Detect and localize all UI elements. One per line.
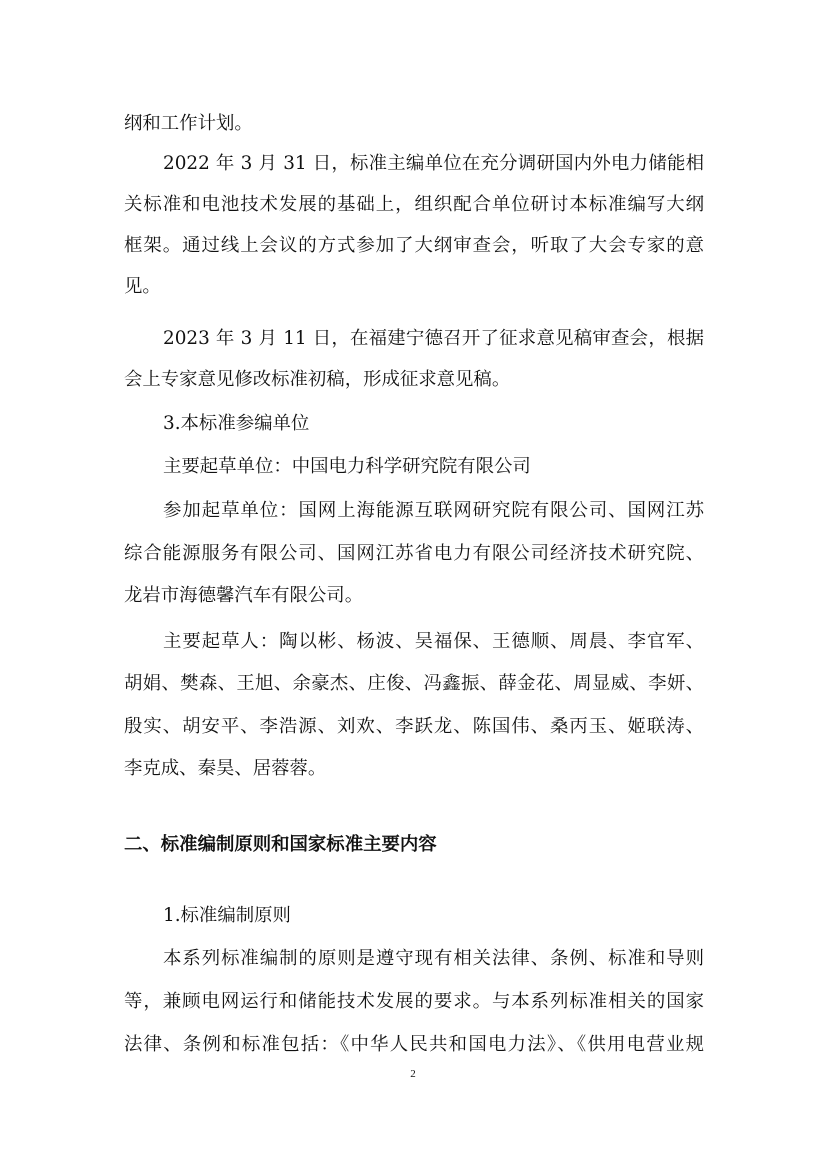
- section-heading: 二、标准编制原则和国家标准主要内容: [124, 834, 437, 855]
- paragraph-line: 框架。通过线上会议的方式参加了大纲审查会，听取了大会专家的意: [124, 235, 704, 256]
- paragraph-line: 龙岩市海德馨汽车有限公司。: [124, 585, 364, 606]
- paragraph-line: 见。: [124, 276, 161, 297]
- paragraph-line: 本系列标准编制的原则是遵守现有相关法律、条例、标准和导则: [163, 948, 704, 969]
- subsection-title: 1.标准编制原则: [163, 905, 291, 926]
- paragraph-line: 胡娟、樊森、王旭、余豪杰、庄俊、冯鑫振、薛金花、周显威、李妍、: [124, 673, 704, 694]
- paragraph-line: 纲和工作计划。: [124, 113, 253, 134]
- paragraph-line: 参加起草单位：国网上海能源互联网研究院有限公司、国网江苏: [163, 500, 704, 521]
- paragraph-line: 主要起草人：陶以彬、杨波、吴福保、王德顺、周晨、李官军、: [163, 631, 704, 652]
- paragraph-line: 殷实、胡安平、李浩源、刘欢、李跃龙、陈国伟、桑丙玉、姬联涛、: [124, 716, 704, 737]
- paragraph-line: 关标准和电池技术发展的基础上，组织配合单位研讨本标准编写大纲: [124, 194, 704, 215]
- paragraph-line: 法律、条例和标准包括：《中华人民共和国电力法》、《供用电营业规: [124, 1034, 704, 1055]
- paragraph-line: 主要起草单位：中国电力科学研究院有限公司: [163, 456, 531, 477]
- paragraph-line: 2023 年 3 月 11 日，在福建宁德召开了征求意见稿审查会，根据: [163, 328, 704, 349]
- page-number: 2: [410, 1068, 416, 1080]
- paragraph-line: 会上专家意见修改标准初稿，形成征求意见稿。: [124, 369, 511, 390]
- subsection-title: 3.本标准参编单位: [163, 413, 310, 434]
- paragraph-line: 综合能源服务有限公司、国网江苏省电力有限公司经济技术研究院、: [124, 543, 704, 564]
- paragraph-line: 等，兼顾电网运行和储能技术发展的要求。与本系列标准相关的国家: [124, 991, 704, 1012]
- paragraph-line: 李克成、秦昊、居蓉蓉。: [124, 758, 327, 779]
- paragraph-line: 2022 年 3 月 31 日，标准主编单位在充分调研国内外电力储能相: [163, 153, 704, 174]
